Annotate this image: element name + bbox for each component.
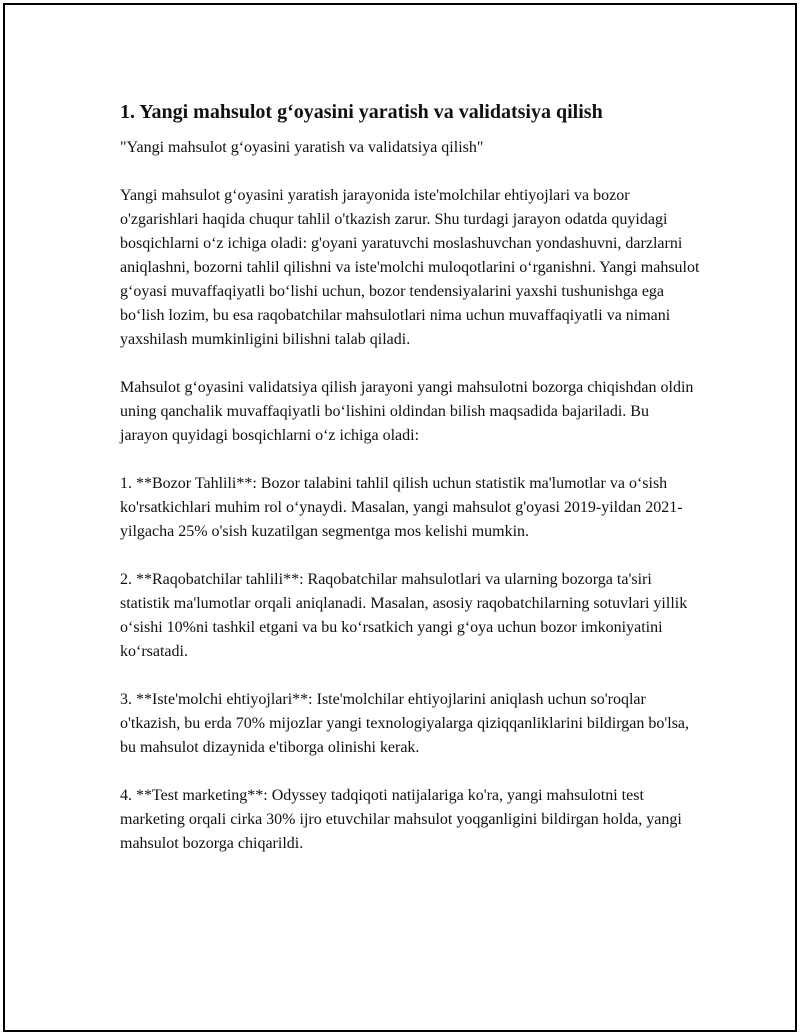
list-item-test-marketing: 4. **Test marketing**: Odyssey tadqiqoti natijalariga ko'ra, yangi mahsulotni test marketing orqali cirka 30% ijro etuvchilar mahsulot yoqganligini bildirgan holda, yangi mahsulot bozorga chiqarildi. xyxy=(120,787,682,852)
validation-paragraph: Mahsulot g‘oyasini validatsiya qilish jarayoni yangi mahsulotni bozorga chiqishdan oldin uning qanchalik muvaffaqiyatli bo‘lishini oldindan bilish maqsadida bajariladi. Bu jarayon quyidagi bosqichlarni o‘z ichiga oladi: xyxy=(120,379,694,444)
quoted-title-paragraph: "Yangi mahsulot g‘oyasini yaratish va validatsiya qilish" xyxy=(120,139,484,156)
intro-paragraph: Yangi mahsulot g‘oyasini yaratish jarayonida iste'molchilar ehtiyojlari va bozor o'zgarishlari haqida chuqur tahlil o'tkazish zarur. Shu turdagi jarayon odatda quyidagi bosqichlarni o‘z ichiga oladi: g'oyani yaratuvchi moslashuvchan yondashuvni, darzlarni aniqlashni, bozorni tahlil qilishni va iste'molchi muloqotlarini o‘rganishni. Yangi mahsulot g‘oyasi muvaffaqiyatli bo‘lishi uchun, bozor tendensiyalarini yaxshi tushunishga ega bo‘lish lozim, bu esa raqobatchilar mahsulotlari nima uchun muvaffaqiyatli va nimani yaxshilash mumkinligini bilishni talab qiladi. xyxy=(120,187,700,348)
document-title: 1. Yangi mahsulot g‘oyasini yaratish va validatsiya qilish xyxy=(120,101,603,123)
list-item-competitor-analysis: 2. **Raqobatchilar tahlili**: Raqobatchilar mahsulotlari va ularning bozorga ta'siri statistik ma'lumotlar orqali aniqlanadi. Masalan, asosiy raqobatchilarning sotuvlari yillik o‘sishi 10%ni tashkil etgani va bu ko‘rsatkich yangi g‘oya uchun bozor imkoniyatini ko‘rsatadi. xyxy=(120,571,688,660)
page-frame xyxy=(3,3,797,1032)
list-item-market-analysis: 1. **Bozor Tahlili**: Bozor talabini tahlil qilish uchun statistik ma'lumotlar va o‘sish ko'rsatkichlari muhim rol o‘ynaydi. Masalan, yangi mahsulot g'oyasi 2019-yildan 2021-yilgacha 25% o'sish kuzatilgan segmentga mos kelishi mumkin. xyxy=(120,475,683,540)
list-item-consumer-needs: 3. **Iste'molchi ehtiyojlari**: Iste'molchilar ehtiyojlarini aniqlash uchun so'roqlar o'tkazish, bu erda 70% mijozlar yangi texnologiyalarga qiziqqanliklarini bildirgan bo'lsa, bu mahsulot dizaynida e'tiborga olinishi kerak. xyxy=(120,691,690,756)
document-body xyxy=(120,98,700,880)
